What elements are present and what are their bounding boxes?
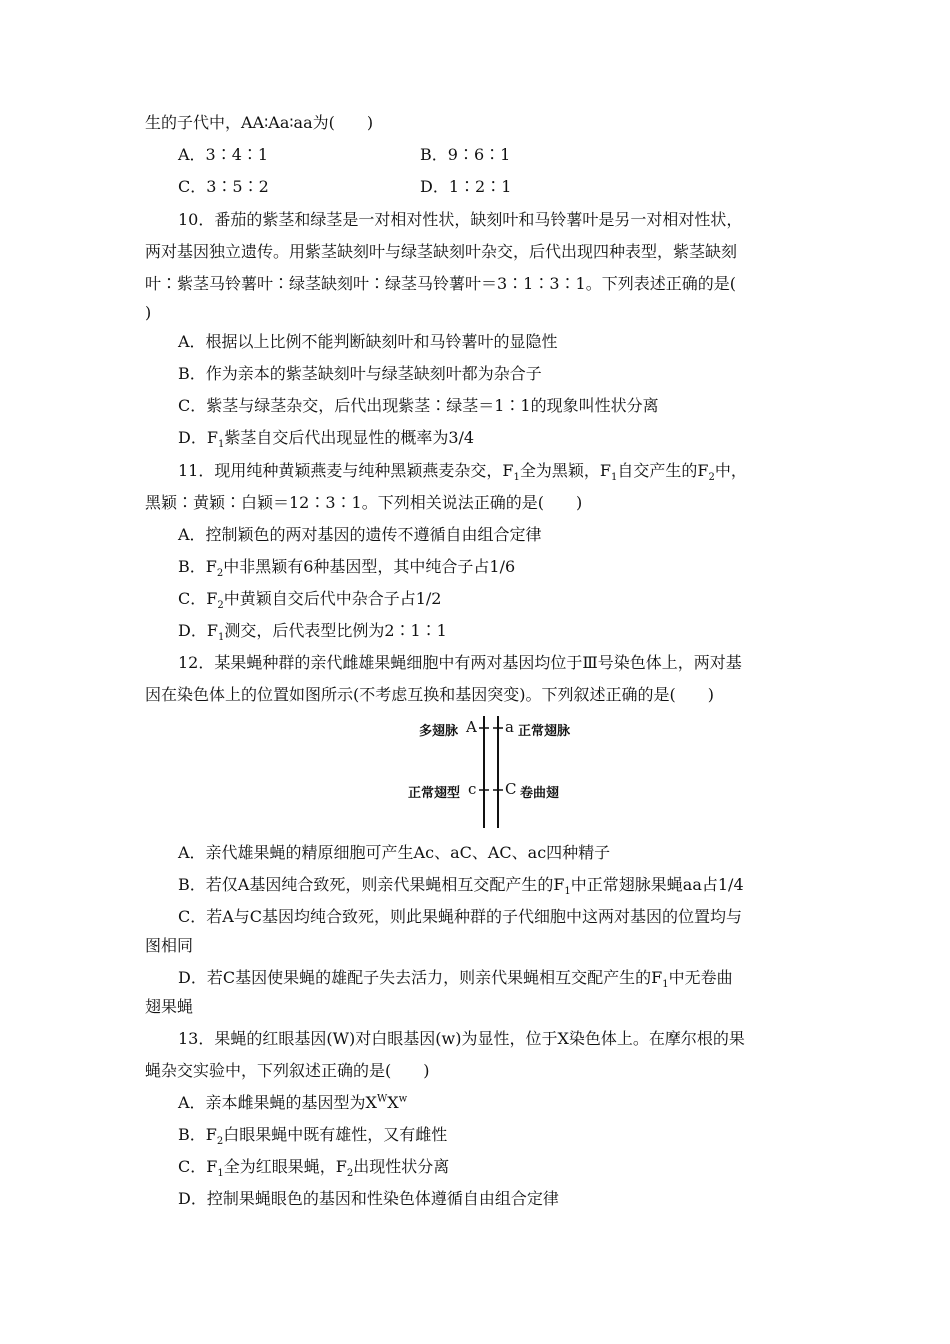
- q12-option-a: A．亲代雄果蝇的精原细胞可产生Ac、aC、AC、ac四种精子: [178, 843, 611, 862]
- q10-stem-line1: 10．番茄的紫茎和绿茎是一对相对性状，缺刻叶和马铃薯叶是另一对相对性状，: [178, 210, 743, 229]
- q12-option-c-line2: 图相同: [145, 936, 194, 955]
- q10-stem-line4: ): [145, 303, 152, 322]
- fig-label-normal-wing: 正常翅型: [408, 786, 461, 801]
- chromosome-diagram: [400, 714, 590, 830]
- q11-stem-line2: 黑颖∶黄颖∶白颖＝12∶3∶1。下列相关说法正确的是( ): [145, 493, 583, 512]
- q12-option-b: B．若仅A基因纯合致死，则亲代果蝇相互交配产生的$F_1$中正常翅脉果蝇aa占1/4: [178, 875, 744, 898]
- fig-label-many-veins: 多翅脉: [419, 724, 459, 739]
- q13-option-d: D．控制果蝇眼色的基因和性染色体遵循自由组合定律: [178, 1189, 559, 1208]
- q10-stem-line3: 叶∶紫茎马铃薯叶∶绿茎缺刻叶∶绿茎马铃薯叶＝3∶1∶3∶1。下列表述正确的是(: [145, 274, 736, 293]
- q10-option-d: D．$F_1$紫茎自交后代出现显性的概率为3/4: [178, 428, 475, 451]
- q12-stem-line1: 12．某果蝇种群的亲代雌雄果蝇细胞中有两对基因均位于Ⅲ号染色体上，两对基: [178, 653, 742, 672]
- q13-stem-line2: 蝇杂交实验中，下列叙述正确的是( ): [145, 1061, 430, 1080]
- q11-option-b: B．$F_2$中非黑颖有6种基因型，其中纯合子占1/6: [178, 557, 516, 580]
- q10-option-a: A．根据以上比例不能判断缺刻叶和马铃薯叶的显隐性: [178, 332, 558, 351]
- q9-option-c: C．3∶5∶2: [178, 177, 269, 196]
- q13-stem-line1: 13．果蝇的红眼基因(W)对白眼基因(w)为显性，位于X染色体上。在摩尔根的果: [178, 1029, 745, 1048]
- q9-option-d: D．1∶2∶1: [420, 177, 512, 196]
- q12-option-d-line1: D．若C基因使果蝇的雄配子失去活力，则亲代果蝇相互交配产生的$F_1$中无卷曲: [178, 968, 733, 991]
- q11-option-c: C．$F_2$中黄颖自交后代中杂合子占1/2: [178, 589, 442, 612]
- q12-stem-line2: 因在染色体上的位置如图所示(不考虑互换和基因突变)。下列叙述正确的是( ): [145, 685, 714, 704]
- q13-option-b: B．$F_2$白眼果蝇中既有雄性，又有雌性: [178, 1125, 448, 1148]
- q10-option-c: C．紫茎与绿茎杂交，后代出现紫茎∶绿茎＝1∶1的现象叫性状分离: [178, 396, 659, 415]
- q11-option-d: D．$F_1$测交，后代表型比例为2∶1∶1: [178, 621, 447, 644]
- q9-stem: 生的子代中，AA∶Aa∶aa为( ): [145, 113, 374, 132]
- q12-option-d-line2: 翅果蝇: [145, 997, 194, 1016]
- fig-label-normal-veins: 正常翅脉: [518, 724, 571, 739]
- fig-allele-A: A: [466, 718, 477, 736]
- q11-stem-line1: 11．现用纯种黄颖燕麦与纯种黑颖燕麦杂交，$F_1$全为黑颖，$F_1$自交产生的$F_2$中，: [178, 461, 747, 484]
- q9-option-b: B．9∶6∶1: [420, 145, 511, 164]
- q9-option-a: A．3∶4∶1: [178, 145, 269, 164]
- q13-option-a: A．亲本雌果蝇的基因型为$X^WX^w$: [178, 1093, 408, 1112]
- q10-stem-line2: 两对基因独立遗传。用紫茎缺刻叶与绿茎缺刻叶杂交，后代出现四种表型，紫茎缺刻: [145, 242, 738, 261]
- fig-allele-C: C: [505, 780, 517, 798]
- q10-option-b: B．作为亲本的紫茎缺刻叶与绿茎缺刻叶都为杂合子: [178, 364, 542, 383]
- q11-option-a: A．控制颖色的两对基因的遗传不遵循自由组合定律: [178, 525, 542, 544]
- fig-allele-c: c: [468, 780, 477, 798]
- fig-allele-a: a: [505, 718, 514, 736]
- q13-option-c: C．$F_1$全为红眼果蝇，$F_2$出现性状分离: [178, 1157, 450, 1180]
- q12-option-c-line1: C．若A与C基因均纯合致死，则此果蝇种群的子代细胞中这两对基因的位置均与: [178, 907, 743, 926]
- fig-label-curly-wing: 卷曲翅: [520, 786, 560, 801]
